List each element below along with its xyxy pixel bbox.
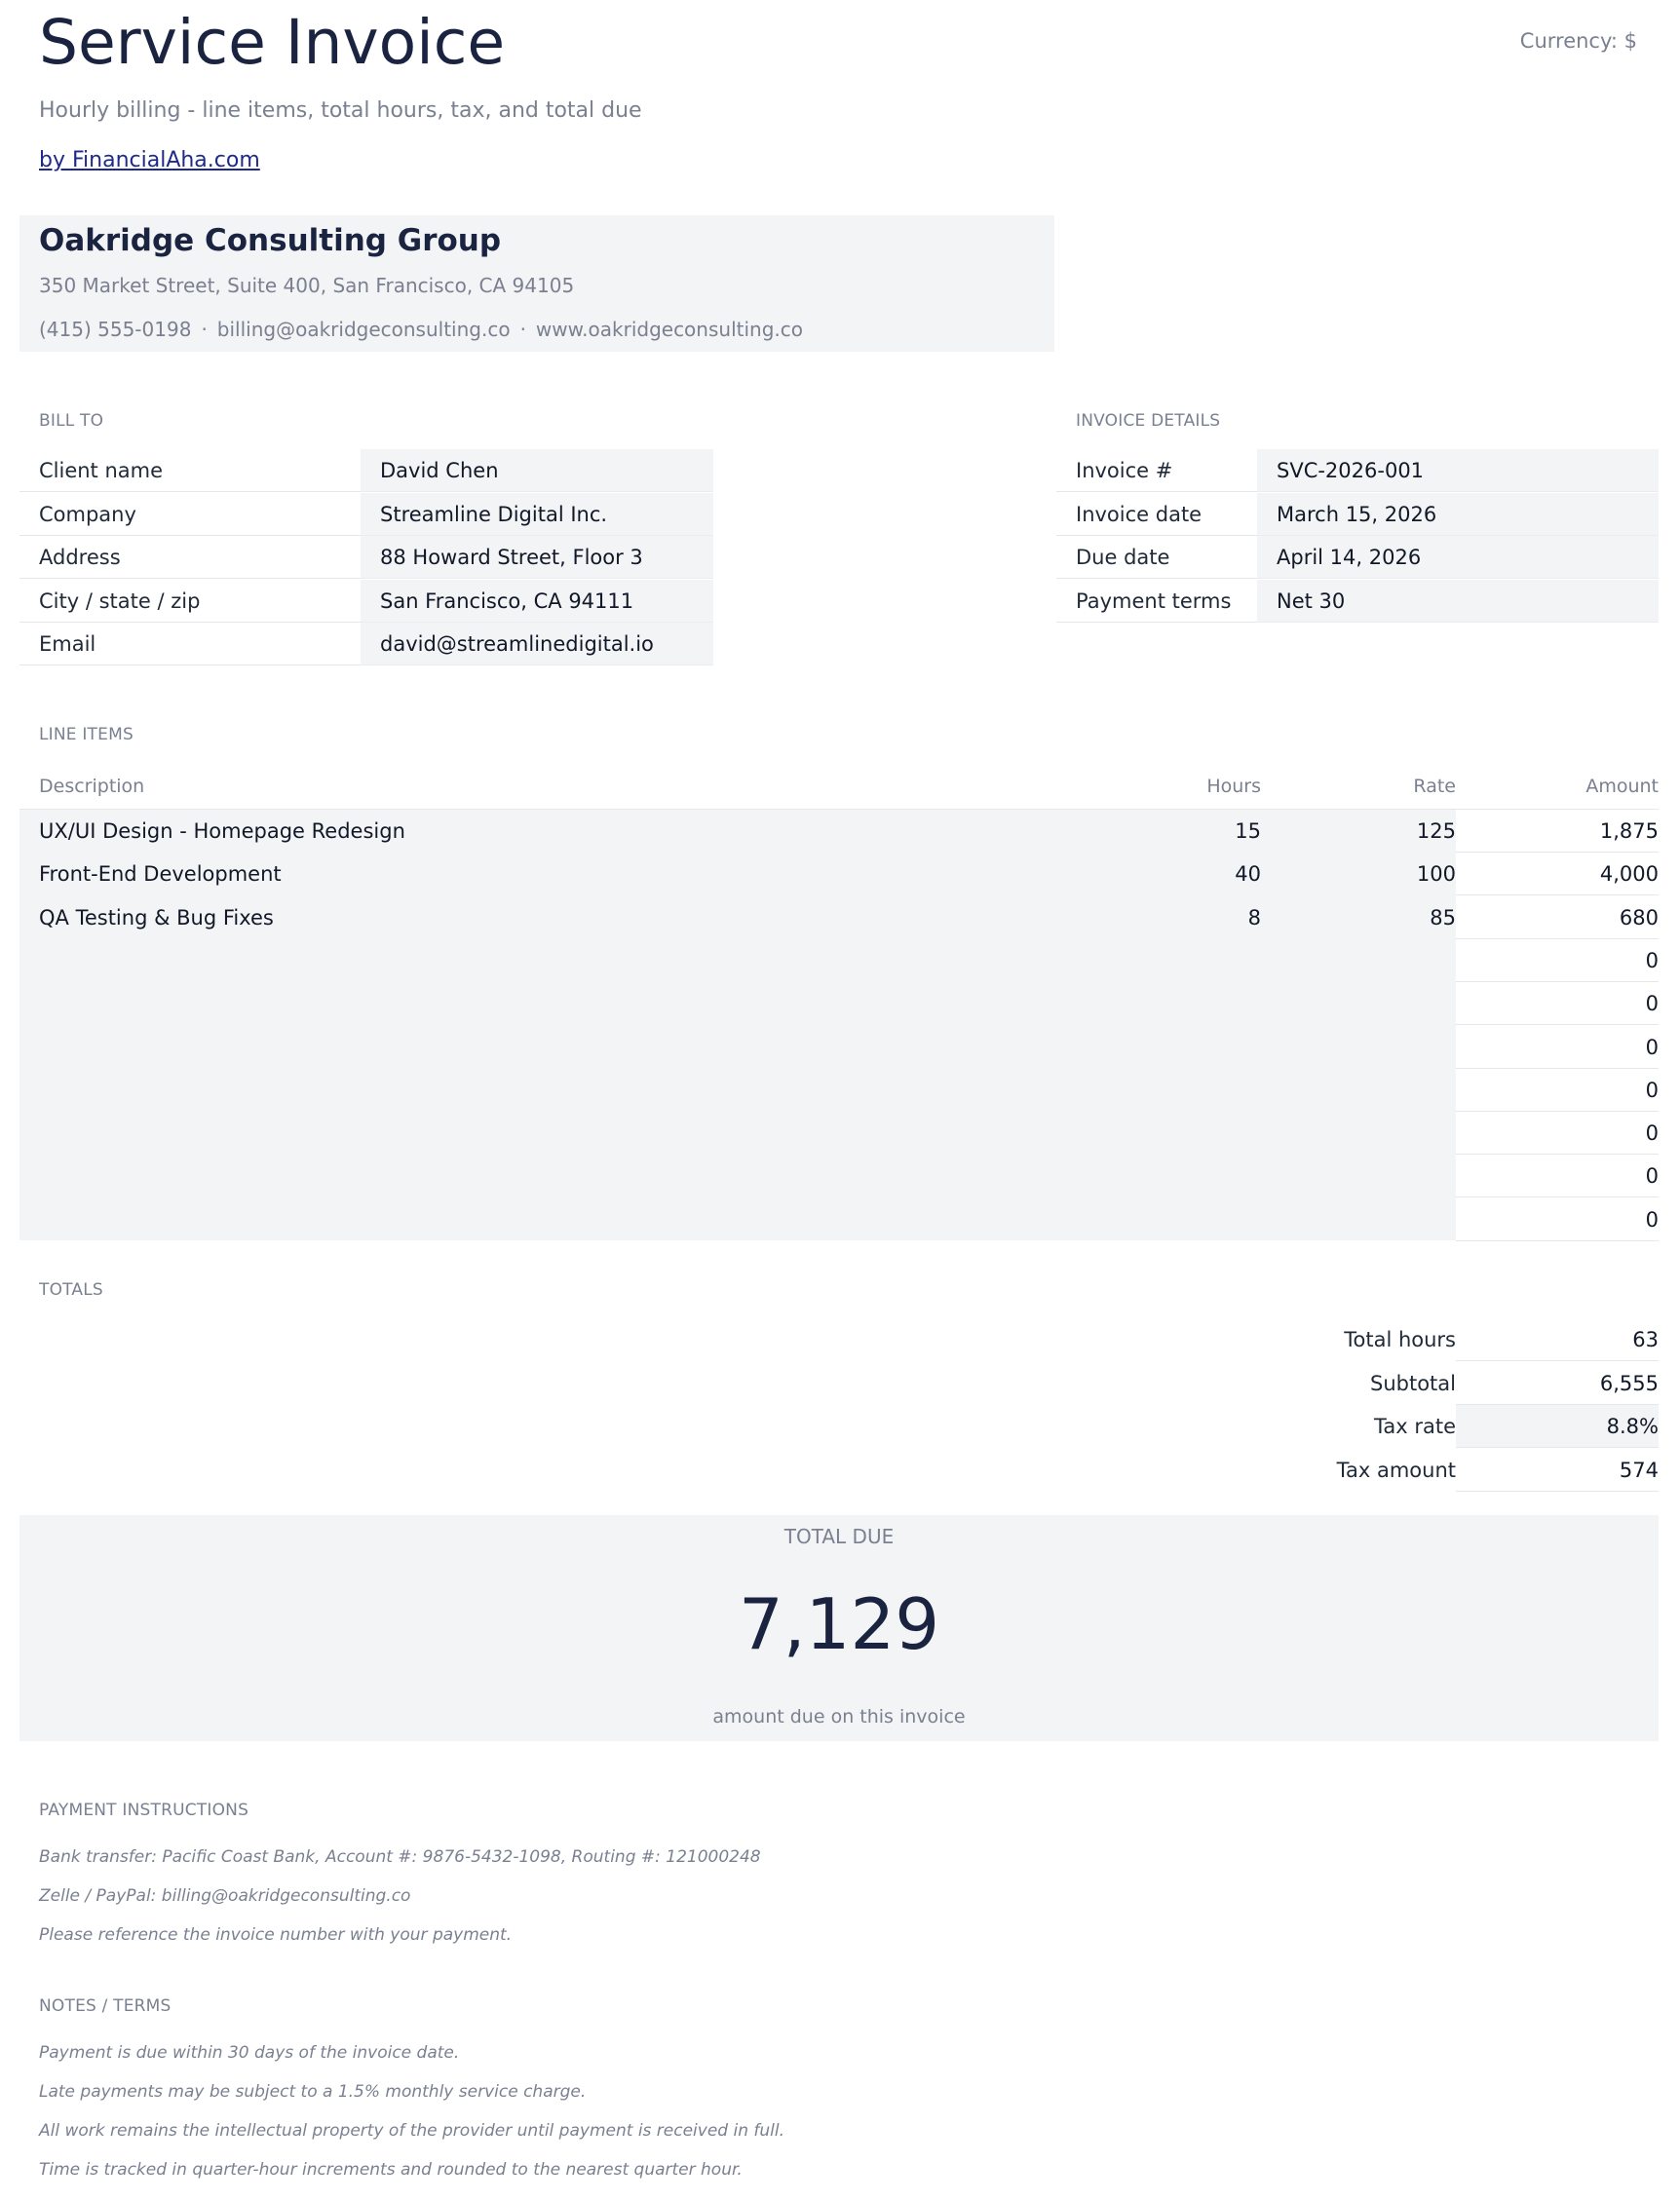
totals-label: TOTALS <box>39 1280 103 1300</box>
bill-to-field-label: Email <box>19 623 361 665</box>
invoice-detail-label: Payment terms <box>1056 580 1257 623</box>
line-item-description[interactable]: Front-End Development <box>39 862 282 887</box>
line-item-hours[interactable]: 40 <box>1235 862 1261 887</box>
invoice-detail-label: Invoice # <box>1056 449 1257 492</box>
payment-instructions-label: PAYMENT INSTRUCTIONS <box>39 1801 249 1820</box>
column-header-hours: Hours <box>1206 776 1261 797</box>
line-item-amount: 0 <box>1456 1155 1659 1197</box>
company-contact-line <box>39 318 803 341</box>
company-address[interactable]: 350 Market Street, Suite 400, San Francisco, CA 94105 <box>39 274 575 297</box>
line-item-hours[interactable] <box>1066 939 1261 982</box>
invoice-detail-label: Invoice date <box>1056 493 1257 536</box>
company-email[interactable]: billing@oakridgeconsulting.co <box>216 318 511 341</box>
totals-field-label: Subtotal <box>1370 1371 1456 1395</box>
invoice-detail-value[interactable]: March 15, 2026 <box>1257 493 1659 536</box>
line-item-rate[interactable]: 100 <box>1416 862 1456 887</box>
contact-separator: · <box>519 318 526 341</box>
line-item-amount: 680 <box>1456 896 1659 939</box>
line-items-amount-column <box>1456 809 1659 1240</box>
company-name[interactable]: Oakridge Consulting Group <box>39 223 502 258</box>
totals-field-value: 63 <box>1456 1318 1659 1361</box>
line-item-amount: 4,000 <box>1456 853 1659 895</box>
line-item-rate[interactable] <box>1267 1155 1456 1197</box>
total-due-panel <box>19 1515 1659 1741</box>
company-card <box>19 215 1054 352</box>
line-item-hours[interactable] <box>1066 1198 1261 1241</box>
line-item-rate[interactable] <box>1267 982 1456 1025</box>
line-item-rate[interactable] <box>1267 1026 1456 1069</box>
bill-to-field-value[interactable]: Streamline Digital Inc. <box>361 493 713 536</box>
total-due-note: amount due on this invoice <box>712 1706 966 1727</box>
financialaha-link[interactable]: by FinancialAha.com <box>39 148 260 172</box>
totals-field-value: 6,555 <box>1456 1362 1659 1405</box>
line-item-amount: 0 <box>1456 1198 1659 1241</box>
totals-field-label: Total hours <box>1344 1328 1456 1351</box>
notes-terms-label: NOTES / TERMS <box>39 1996 172 2016</box>
total-due-value: 7,129 <box>738 1583 940 1665</box>
line-item-description[interactable] <box>39 982 1052 1025</box>
payment-line[interactable]: Bank transfer: Pacific Coast Bank, Account #: 9876-5432-1098, Routing #: 121000248 <box>39 1847 761 1867</box>
payment-line[interactable]: Please reference the invoice number with your payment. <box>39 1925 513 1945</box>
invoice-details-label: INVOICE DETAILS <box>1076 411 1221 431</box>
bill-to-label: BILL TO <box>39 411 104 431</box>
line-item-description[interactable] <box>39 1155 1052 1197</box>
totals-field-value: 574 <box>1456 1449 1659 1492</box>
company-website[interactable]: www.oakridgeconsulting.co <box>535 318 803 341</box>
bill-to-field-value[interactable]: david@streamlinedigital.io <box>361 623 713 665</box>
notes-line[interactable]: Late payments may be subject to a 1.5% monthly service charge. <box>39 2082 587 2102</box>
line-item-amount: 0 <box>1456 939 1659 982</box>
currency-label: Currency: $ <box>1519 29 1637 53</box>
totals-field-label: Tax amount <box>1336 1458 1456 1482</box>
totals-field-value[interactable]: 8.8% <box>1456 1405 1659 1448</box>
notes-line[interactable]: Payment is due within 30 days of the invoice date. <box>39 2043 460 2063</box>
line-item-rate[interactable] <box>1267 939 1456 982</box>
notes-line[interactable]: All work remains the intellectual property of the provider until payment is received in full. <box>39 2121 784 2141</box>
column-header-description: Description <box>39 776 145 797</box>
bill-to-field-value[interactable]: David Chen <box>361 449 713 492</box>
bill-to-field-label: Address <box>19 536 361 579</box>
line-item-amount: 1,875 <box>1456 810 1659 853</box>
column-header-rate: Rate <box>1413 776 1456 797</box>
invoice-title: Service Invoice <box>39 7 506 78</box>
line-item-hours[interactable] <box>1066 1069 1261 1112</box>
line-item-hours[interactable] <box>1066 982 1261 1025</box>
line-item-rate[interactable]: 85 <box>1430 905 1456 930</box>
bill-to-field-label: Company <box>19 493 361 536</box>
invoice-detail-value[interactable]: SVC-2026-001 <box>1257 449 1659 492</box>
column-header-amount: Amount <box>1585 776 1659 797</box>
line-item-amount: 0 <box>1456 982 1659 1025</box>
line-item-description[interactable] <box>39 939 1052 982</box>
line-item-rate[interactable] <box>1267 1069 1456 1112</box>
bill-to-field-value[interactable]: San Francisco, CA 94111 <box>361 580 713 623</box>
bill-to-field-label: Client name <box>19 449 361 492</box>
line-item-description[interactable] <box>39 1198 1052 1241</box>
invoice-detail-value[interactable]: April 14, 2026 <box>1257 536 1659 579</box>
line-item-amount: 0 <box>1456 1026 1659 1069</box>
line-item-description[interactable] <box>39 1069 1052 1112</box>
line-item-hours[interactable] <box>1066 1112 1261 1155</box>
line-item-hours[interactable]: 8 <box>1247 905 1261 930</box>
line-items-label: LINE ITEMS <box>39 725 134 744</box>
totals-field-label: Tax rate <box>1374 1415 1456 1438</box>
notes-line[interactable]: Time is tracked in quarter-hour increments and rounded to the nearest quarter hour. <box>39 2160 743 2180</box>
line-item-hours[interactable] <box>1066 1026 1261 1069</box>
line-item-rate[interactable]: 125 <box>1416 819 1456 843</box>
company-phone[interactable]: (415) 555-0198 <box>39 318 192 341</box>
total-due-label: TOTAL DUE <box>783 1525 895 1548</box>
line-item-description[interactable]: UX/UI Design - Homepage Redesign <box>39 819 405 843</box>
line-item-description[interactable] <box>39 1112 1052 1155</box>
payment-line[interactable]: Zelle / PayPal: billing@oakridgeconsulting.co <box>39 1886 411 1906</box>
line-item-amount: 0 <box>1456 1112 1659 1155</box>
line-item-rate[interactable] <box>1267 1112 1456 1155</box>
invoice-detail-value[interactable]: Net 30 <box>1257 580 1659 623</box>
line-item-hours[interactable] <box>1066 1155 1261 1197</box>
line-items-input-area <box>19 809 1456 1240</box>
line-item-rate[interactable] <box>1267 1198 1456 1241</box>
line-item-hours[interactable]: 15 <box>1235 819 1261 843</box>
invoice-detail-label: Due date <box>1056 536 1257 579</box>
bill-to-field-label: City / state / zip <box>19 580 361 623</box>
line-item-description[interactable] <box>39 1026 1052 1069</box>
contact-separator: · <box>201 318 208 341</box>
line-item-description[interactable]: QA Testing & Bug Fixes <box>39 905 274 930</box>
invoice-subtitle: Hourly billing - line items, total hours, tax, and total due <box>39 98 642 123</box>
line-item-amount: 0 <box>1456 1069 1659 1112</box>
bill-to-field-value[interactable]: 88 Howard Street, Floor 3 <box>361 536 713 579</box>
